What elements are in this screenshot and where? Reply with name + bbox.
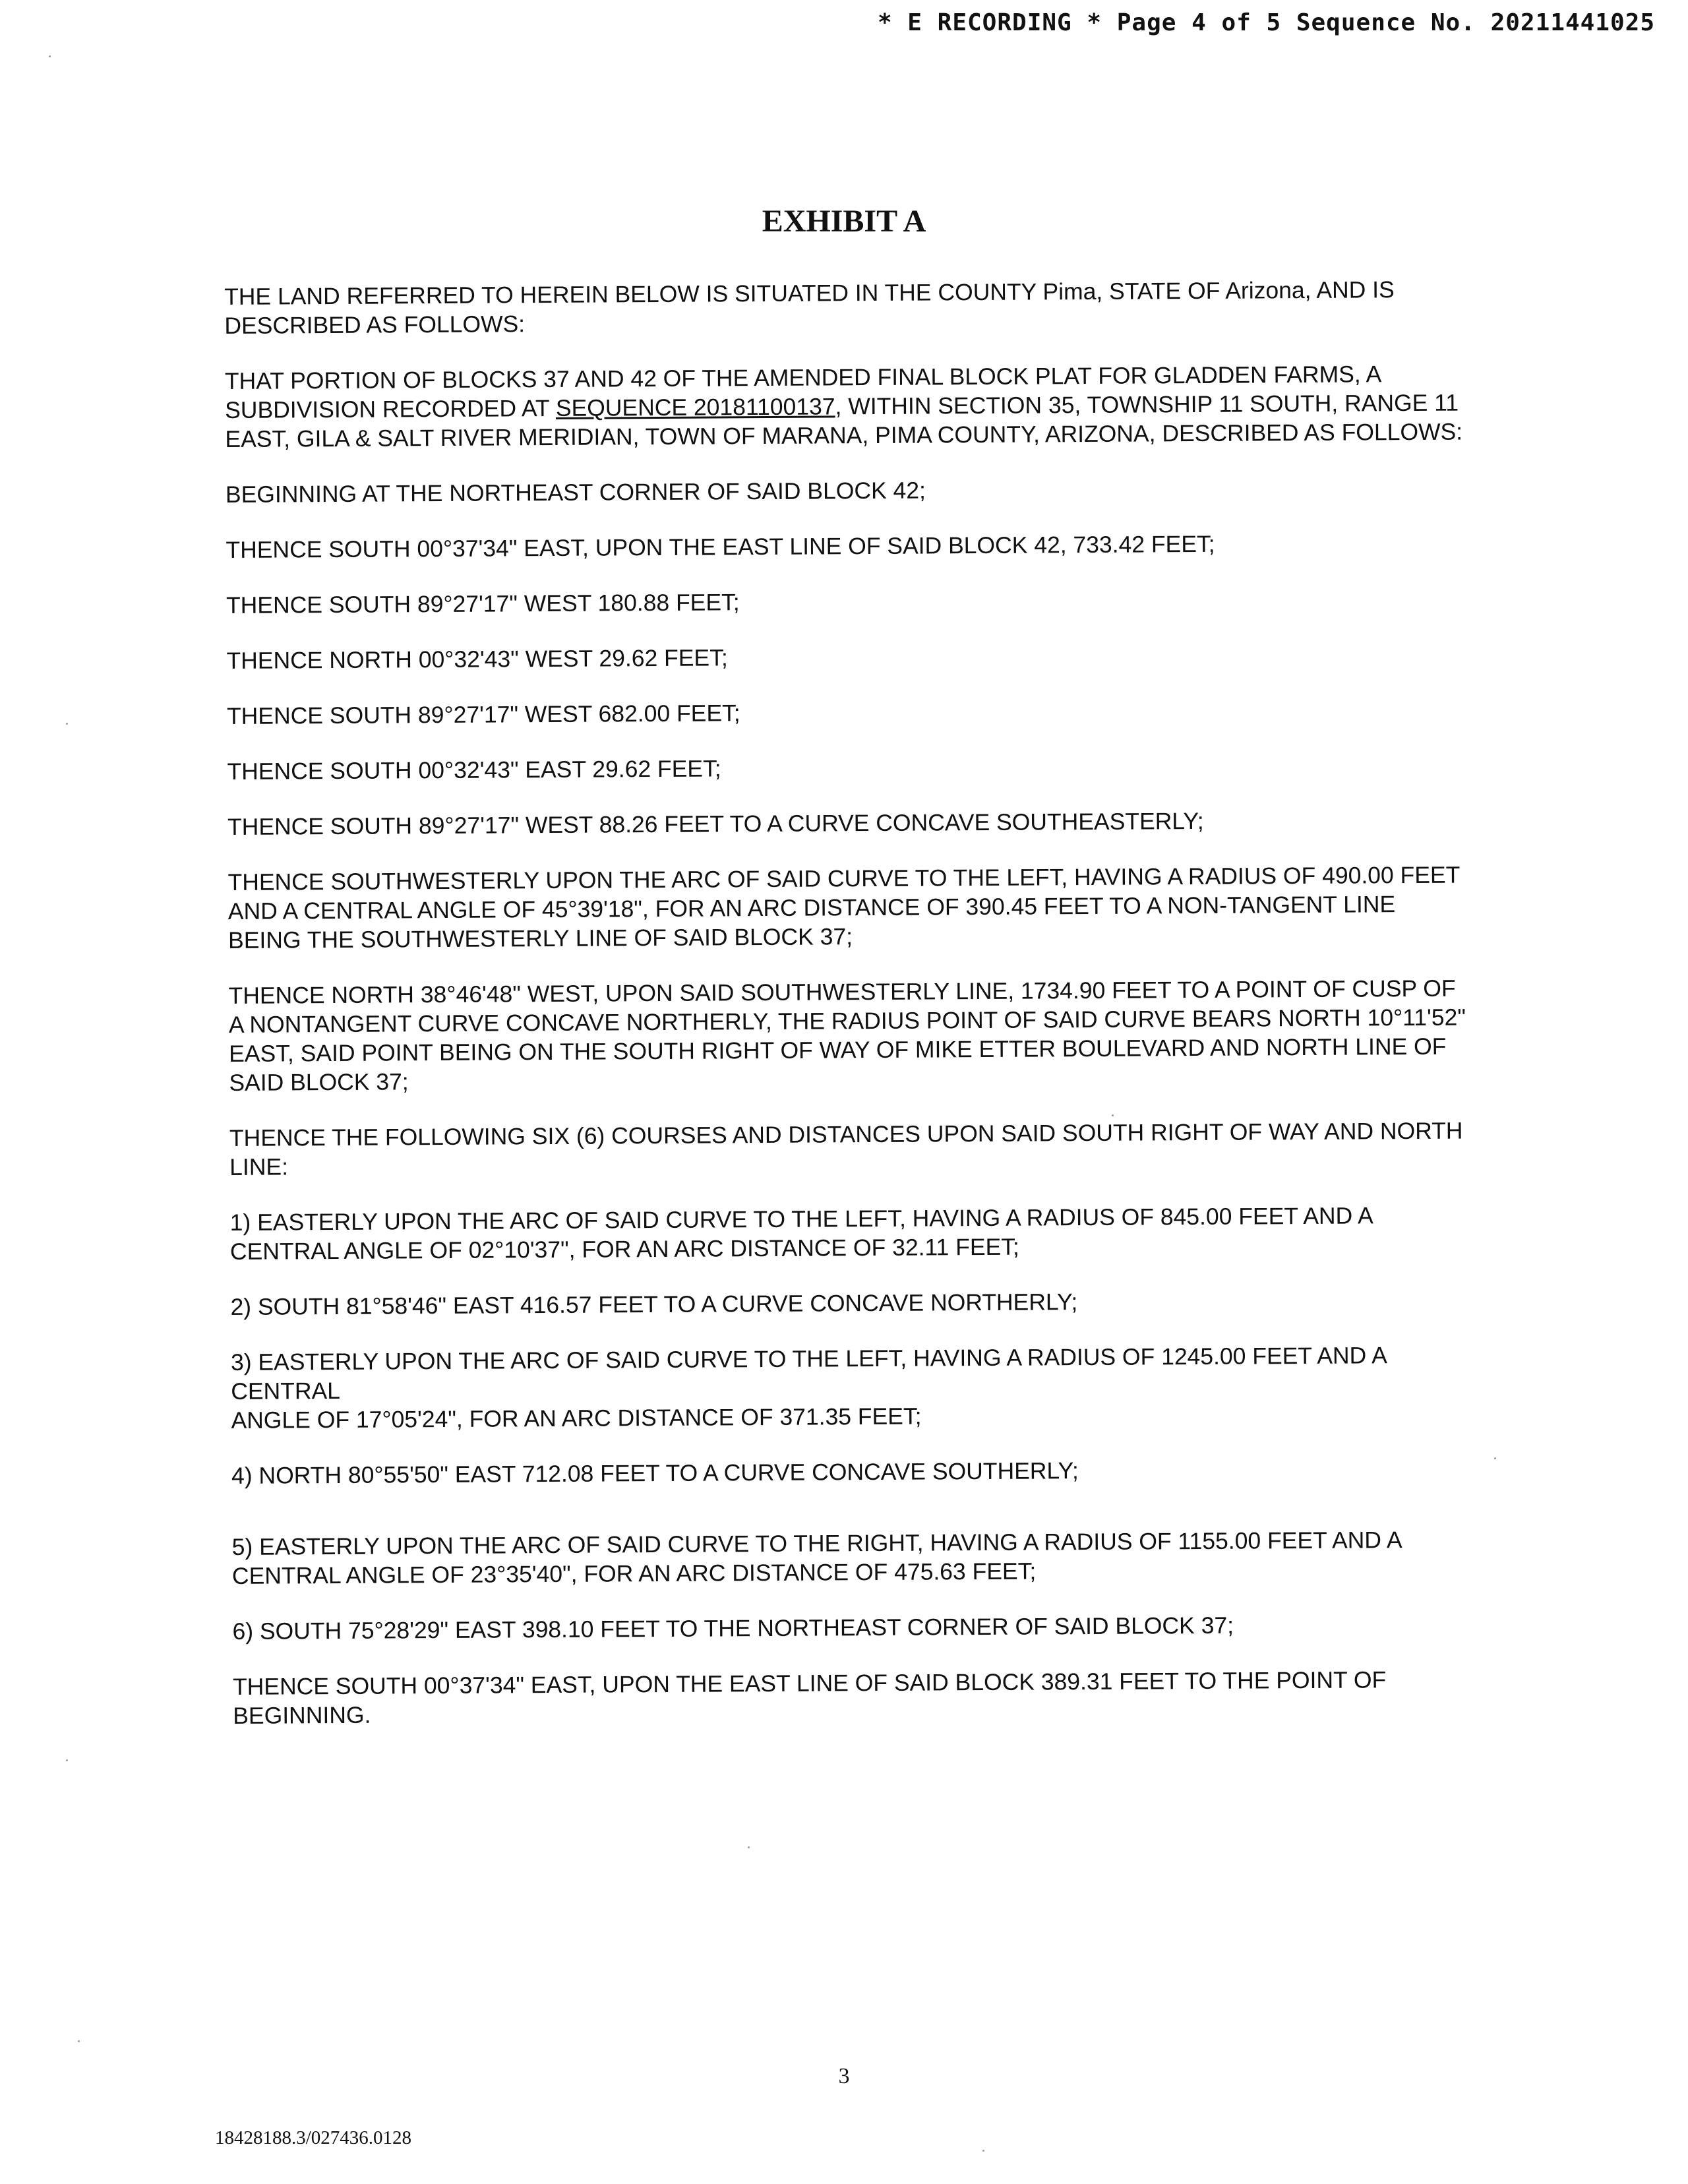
sequence-reference: SEQUENCE 20181100137 [555,393,835,421]
scan-speck [66,723,68,725]
course-paragraph: THENCE SOUTHWESTERLY UPON THE ARC OF SAID CURVE TO THE LEFT, HAVING A RADIUS OF 490.00 FEET AND A CENTRAL ANGLE OF 45°39'18", FOR AN ARC DISTANCE OF 390.45 FEET TO A NON-TANGENT LINE BEING THE SOUTHWESTERLY LINE OF SAID BLOCK 37; [227,861,1460,954]
scan-speck [1494,1457,1496,1459]
course-paragraph: THENCE SOUTH 00°32'43" EAST 29.62 FEET; [227,755,721,785]
course-paragraph: THENCE SOUTH 89°27'17" WEST 682.00 FEET; [226,700,740,729]
portion-text-after: , WITHIN SECTION 35, TOWNSHIP 11 SOUTH, RANGE 11 EAST, GILA & SALT RIVER MERIDIAN, TOWN OF MARANA, PIMA COUNTY, ARIZONA, DESCRIBED AS FOLLOWS: [225,389,1463,452]
page-number: 3 [838,2064,850,2088]
numbered-course: 1) EASTERLY UPON THE ARC OF SAID CURVE TO THE LEFT, HAVING A RADIUS OF 845.00 FEET AND A CENTRAL ANGLE OF 02°10'37", FOR AN ARC DISTANCE OF 32.11 FEET; [229,1202,1372,1265]
scan-speck [78,2040,80,2042]
scan-speck [1112,1114,1114,1116]
numbered-course: 2) SOUTH 81°58'46" EAST 416.57 FEET TO A CURVE CONCAVE NORTHERLY; [230,1289,1078,1320]
course-paragraph: THENCE THE FOLLOWING SIX (6) COURSES AND DISTANCES UPON SAID SOUTH RIGHT OF WAY AND NORTH LINE: [229,1117,1463,1180]
numbered-course: 6) SOUTH 75°28'29" EAST 398.10 FEET TO THE NORTHEAST CORNER OF SAID BLOCK 37; [232,1612,1234,1645]
course-paragraph: THENCE NORTH 38°46'48" WEST, UPON SAID SOUTHWESTERLY LINE, 1734.90 FEET TO A POINT OF CUSP OF A NONTANGENT CURVE CONCAVE NORTHERLY, THE RADIUS POINT OF SAID CURVE BEARS NORTH 10°11'52" EAST, SAID POINT BEING ON THE SOUTH RIGHT OF WAY OF MIKE ETTER BOULEVARD AND NORTH LINE OF SAID BLOCK 37; [228,975,1466,1096]
portion-paragraph [225,359,1465,454]
numbered-course: 4) NORTH 80°55'50" EAST 712.08 FEET TO A CURVE CONCAVE SOUTHERLY; [231,1457,1079,1489]
course-paragraph: THENCE SOUTH 89°27'17" WEST 180.88 FEET; [226,589,740,619]
numbered-course: 3) EASTERLY UPON THE ARC OF SAID CURVE TO THE LEFT, HAVING A RADIUS OF 1245.00 FEET AND A CENTRAL ANGLE OF 17°05'24", FOR AN ARC DISTANCE OF 371.35 FEET; [230,1342,1387,1434]
course-paragraph: THENCE SOUTH 00°37'34" EAST, UPON THE EAST LINE OF SAID BLOCK 42, 733.42 FEET; [226,530,1215,563]
recording-stamp: * E RECORDING * Page 4 of 5 Sequence No. 20211441025 [877,9,1655,36]
intro-paragraph: THE LAND REFERRED TO HEREIN BELOW IS SITUATED IN THE COUNTY Pima, STATE OF Arizona, AND IS DESCRIBED AS FOLLOWS: [224,276,1395,339]
numbered-course: 5) EASTERLY UPON THE ARC OF SAID CURVE TO THE RIGHT, HAVING A RADIUS OF 1155.00 FEET AND A CENTRAL ANGLE OF 23°35'40", FOR AN ARC DISTANCE OF 475.63 FEET; [231,1527,1401,1589]
course-paragraph: THENCE SOUTH 89°27'17" WEST 88.26 FEET TO A CURVE CONCAVE SOUTHEASTERLY; [227,807,1204,840]
scan-speck [66,1759,68,1761]
portion-text-before: THAT PORTION OF BLOCKS 37 AND 42 OF THE AMENDED FINAL BLOCK PLAT FOR GLADDEN FARMS, A SUBDIVISION RECORDED AT [224,361,1381,423]
course-paragraph: THENCE NORTH 00°32'43" WEST 29.62 FEET; [226,644,728,674]
scan-speck [982,2150,984,2152]
document-id: 18428188.3/027436.0128 [215,2127,412,2148]
course-paragraph: BEGINNING AT THE NORTHEAST CORNER OF SAID BLOCK 42; [225,477,926,508]
page-title: EXHIBIT A [762,204,926,239]
legal-description [224,275,1473,1757]
scan-speck [748,1846,750,1848]
scan-speck [49,55,51,57]
closing-paragraph: THENCE SOUTH 00°37'34" EAST, UPON THE EAST LINE OF SAID BLOCK 389.31 FEET TO THE POINT OF BEGINNING. [232,1666,1387,1729]
